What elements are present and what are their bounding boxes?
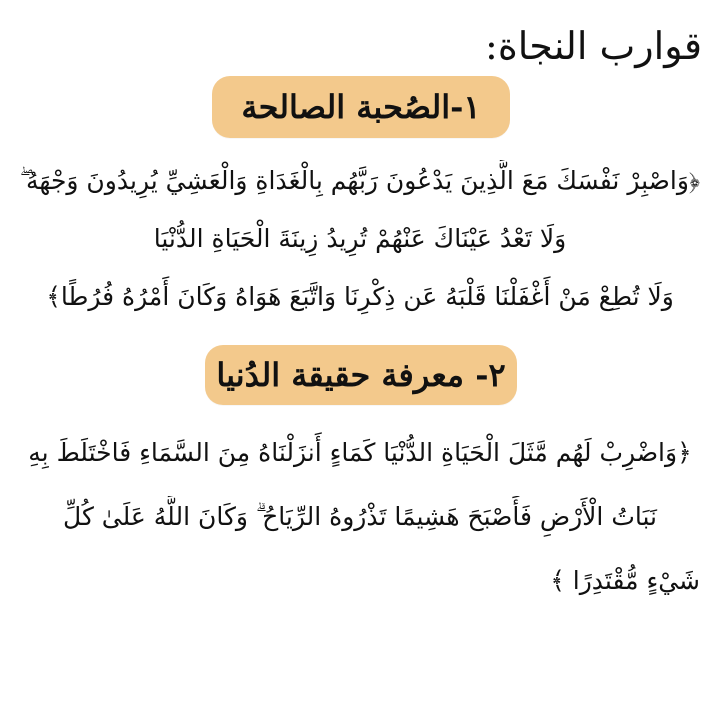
section-heading-world-reality (205, 345, 517, 405)
verse-line: شَيْءٍ مُّقْتَدِرًا ﴾ (550, 566, 700, 595)
verse-line: وَلَا تَعْدُ عَيْنَاكَ عَنْهُمْ تُرِيدُ زِينَةَ الْحَيَاةِ الدُّنْيَا (153, 224, 567, 253)
section-heading-companionship (212, 76, 510, 138)
verse-line: نَبَاتُ الْأَرْضِ فَأَصْبَحَ هَشِيمًا تَذْرُوهُ الرِّيَاحُ ۗ وَكَانَ اللَّهُ عَلَىٰ كُلِّ (63, 502, 657, 531)
section-heading-label: ١-الصُحبة الصالحة (241, 88, 481, 126)
verse-line: ﴿وَاصْبِرْ نَفْسَكَ مَعَ الَّذِينَ يَدْعُونَ رَبَّهُم بِالْغَدَاةِ وَالْعَشِيِّ يُرِيدُونَ وَجْهَهُ ۖ (20, 166, 700, 195)
section-heading-label: ٢- معرفة حقيقة الدُنيا (216, 356, 506, 394)
verse-line: ﴿وَاضْرِبْ لَهُم مَّثَلَ الْحَيَاةِ الدُّنْيَا كَمَاءٍ أَنزَلْنَاهُ مِنَ السَّمَاءِ فَاخْتَلَطَ بِهِ (28, 438, 692, 467)
verse-line: وَلَا تُطِعْ مَنْ أَغْفَلْنَا قَلْبَهُ عَن ذِكْرِنَا وَاتَّبَعَ هَوَاهُ وَكَانَ أَمْرُهُ فُرُطًا﴾ (46, 282, 674, 311)
page-title: قوارب النجاة: (485, 24, 702, 68)
